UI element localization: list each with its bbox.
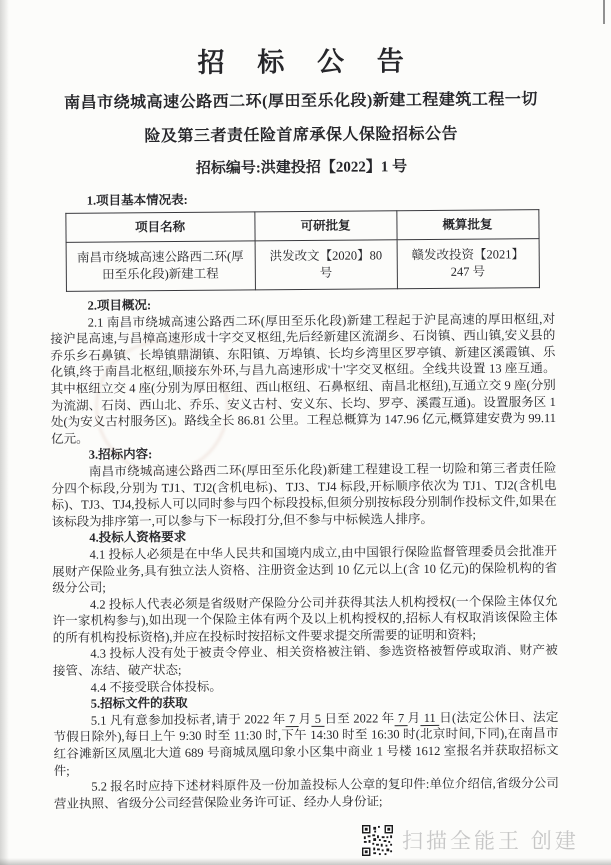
item51-text: 日至 2022 年: [324, 711, 395, 726]
item51-text: 5.1 凡有意参加投标者,请于 2022 年: [90, 711, 286, 728]
camscanner-watermark: [362, 822, 579, 858]
cell-feasibility-approval: 洪发改文【2020】80 号: [255, 240, 397, 290]
page-title: 招 标 公 告: [197, 46, 417, 78]
scan-corner-artifact: [603, 0, 605, 24]
section4-item-1: 4.1 投标人必须是在中华人民共和国境内成立,由中国银行保险监督管理委员会批准开展财产保险业务,具有独立法人资格、注册资金达到 10 亿元以上(含 10 亿元)的保险机构的省级分公司;: [52, 543, 558, 596]
table-header-row: [65, 210, 538, 243]
camscanner-watermark-text: 扫描全能王 创建: [402, 830, 579, 853]
cell-budget-approval: 赣发改投资【2021】247 号: [397, 239, 539, 289]
item51-month-end: 7: [394, 711, 408, 726]
bid-number: 招标编号:洪建投招【2022】1 号: [195, 159, 408, 177]
section5-heading: 5.招标文件的获取: [90, 696, 188, 711]
section2-heading: 2.项目概况:: [87, 298, 152, 313]
scan-edge-left: [0, 0, 9, 865]
section3-heading: 3.招标内容:: [88, 447, 153, 463]
cell-project-name: 南昌市绕城高速公路西二环(厚田至乐化段)新建工程: [66, 241, 256, 291]
item51-day-start: 5: [311, 711, 325, 726]
item51-month-start: 7: [285, 711, 299, 726]
section4-heading: 4.投标人资格要求: [89, 530, 187, 545]
section2-paragraph: 2.1 南昌市绕城高速公路西二环(厚田至乐化段)新建工程起于沪昆高速的厚田枢纽,对接沪昆高速,与昌樟高速形成十字交叉枢纽,先后经新建区流湖乡、石岗镇、西山镇,安义县的乔乐乡石鼻镇、长埠镇鼎湖镇、东阳镇、万埠镇、长均乡湾里区罗亭镇、新建区溪霞镇、乐化镇,终于南昌北枢纽,顺接东外环,与昌九高速形成'十'字交叉枢纽。全线共设置 13 座互通。其中枢纽立交 4 座(分别为厚田枢纽、西山枢纽、石鼻枢纽、南昌北枢纽),互通立交 9 座(分别为流湖、石岗、西山北、乔乐、安义古村、安义东、长均、罗亭、溪霞互通)。设置服务区 1 处(为安义古村服务区)。路线全长 86.81 公里。工程总概算为 147.96 亿元,概算建安费为 99.11 亿元。: [50, 311, 557, 446]
col-header-feasibility-approval: 可研批复: [255, 211, 397, 241]
item51-text: 月: [298, 711, 312, 726]
item51-text: 日(法定公休日、法定节假日除外),每日上午 9:30 时至 11:30 时,下午 14:30 时至 16:30 时(北京时间,下同),在南昌市红谷滩新区凤凰北大道 689 号商城凤凰印象小区集中商业 1 号楼 1612 室报名并获取招标文件;: [53, 709, 559, 778]
qr-code-icon: [362, 825, 393, 856]
section5-item-2: 5.2 报名时应持下述材料原件及一份加盖投标人公章的复印件:单位介绍信,省级分公司营业执照、省级分公司经营保险业务许可证、经办人身份证;: [53, 776, 559, 811]
section4-item-4: 4.4 不接受联合体投标。: [90, 679, 222, 695]
item51-text: 月: [407, 710, 421, 726]
section4-item-3: 4.3 投标人没有处于被责令停业、相关资格被注销、参选资格被暂停或取消、财产被接管、冻结、破产状态;: [52, 643, 558, 679]
doc-subtitle-line1: 南昌市绕城高速公路西二环(厚田至乐化段)新建工程建筑工程一切: [64, 91, 538, 112]
section5-item-1: [53, 709, 559, 779]
project-info-table: [65, 209, 540, 292]
doc-subtitle-line2: 险及第三者责任险首席承保人保险招标公告: [144, 125, 459, 146]
item51-day-end: 11: [420, 710, 440, 725]
scan-edge-bottom: [0, 858, 611, 865]
section3-paragraph: 南昌市绕城高速公路西二环(厚田至乐化段)新建工程建设工程一切险和第三者责任险分四个标段,分别为 TJ1、TJ2(含机电标)、TJ3、TJ4 标段,开标顺序依次为 TJ1、TJ2(含机电标)、TJ3、TJ4,投标人可以同时参与四个标段投标,但须分别按标段分别制作投标文件,如果在该标段为排序第一,可以参与下一标段打分,但不参与中标候选人排序。: [51, 460, 557, 529]
section4-item-2: 4.2 投标人代表必须是省级财产保险分公司并获得其法人机构授权(一个保险主体仅允许一家机构参与),如出现一个保险主体有两个及以上机构授权的,招标人有权取消该保险主体的所有机构投标资格),并应在投标时按招标文件要求提交所需要的证明和资料;: [52, 593, 558, 645]
table-row: [66, 239, 539, 292]
section1-heading: 1.项目基本情况表:: [86, 192, 188, 208]
document-body: [48, 38, 559, 812]
col-header-project-name: 项目名称: [65, 212, 254, 242]
col-header-budget-approval: 概算批复: [396, 210, 538, 240]
